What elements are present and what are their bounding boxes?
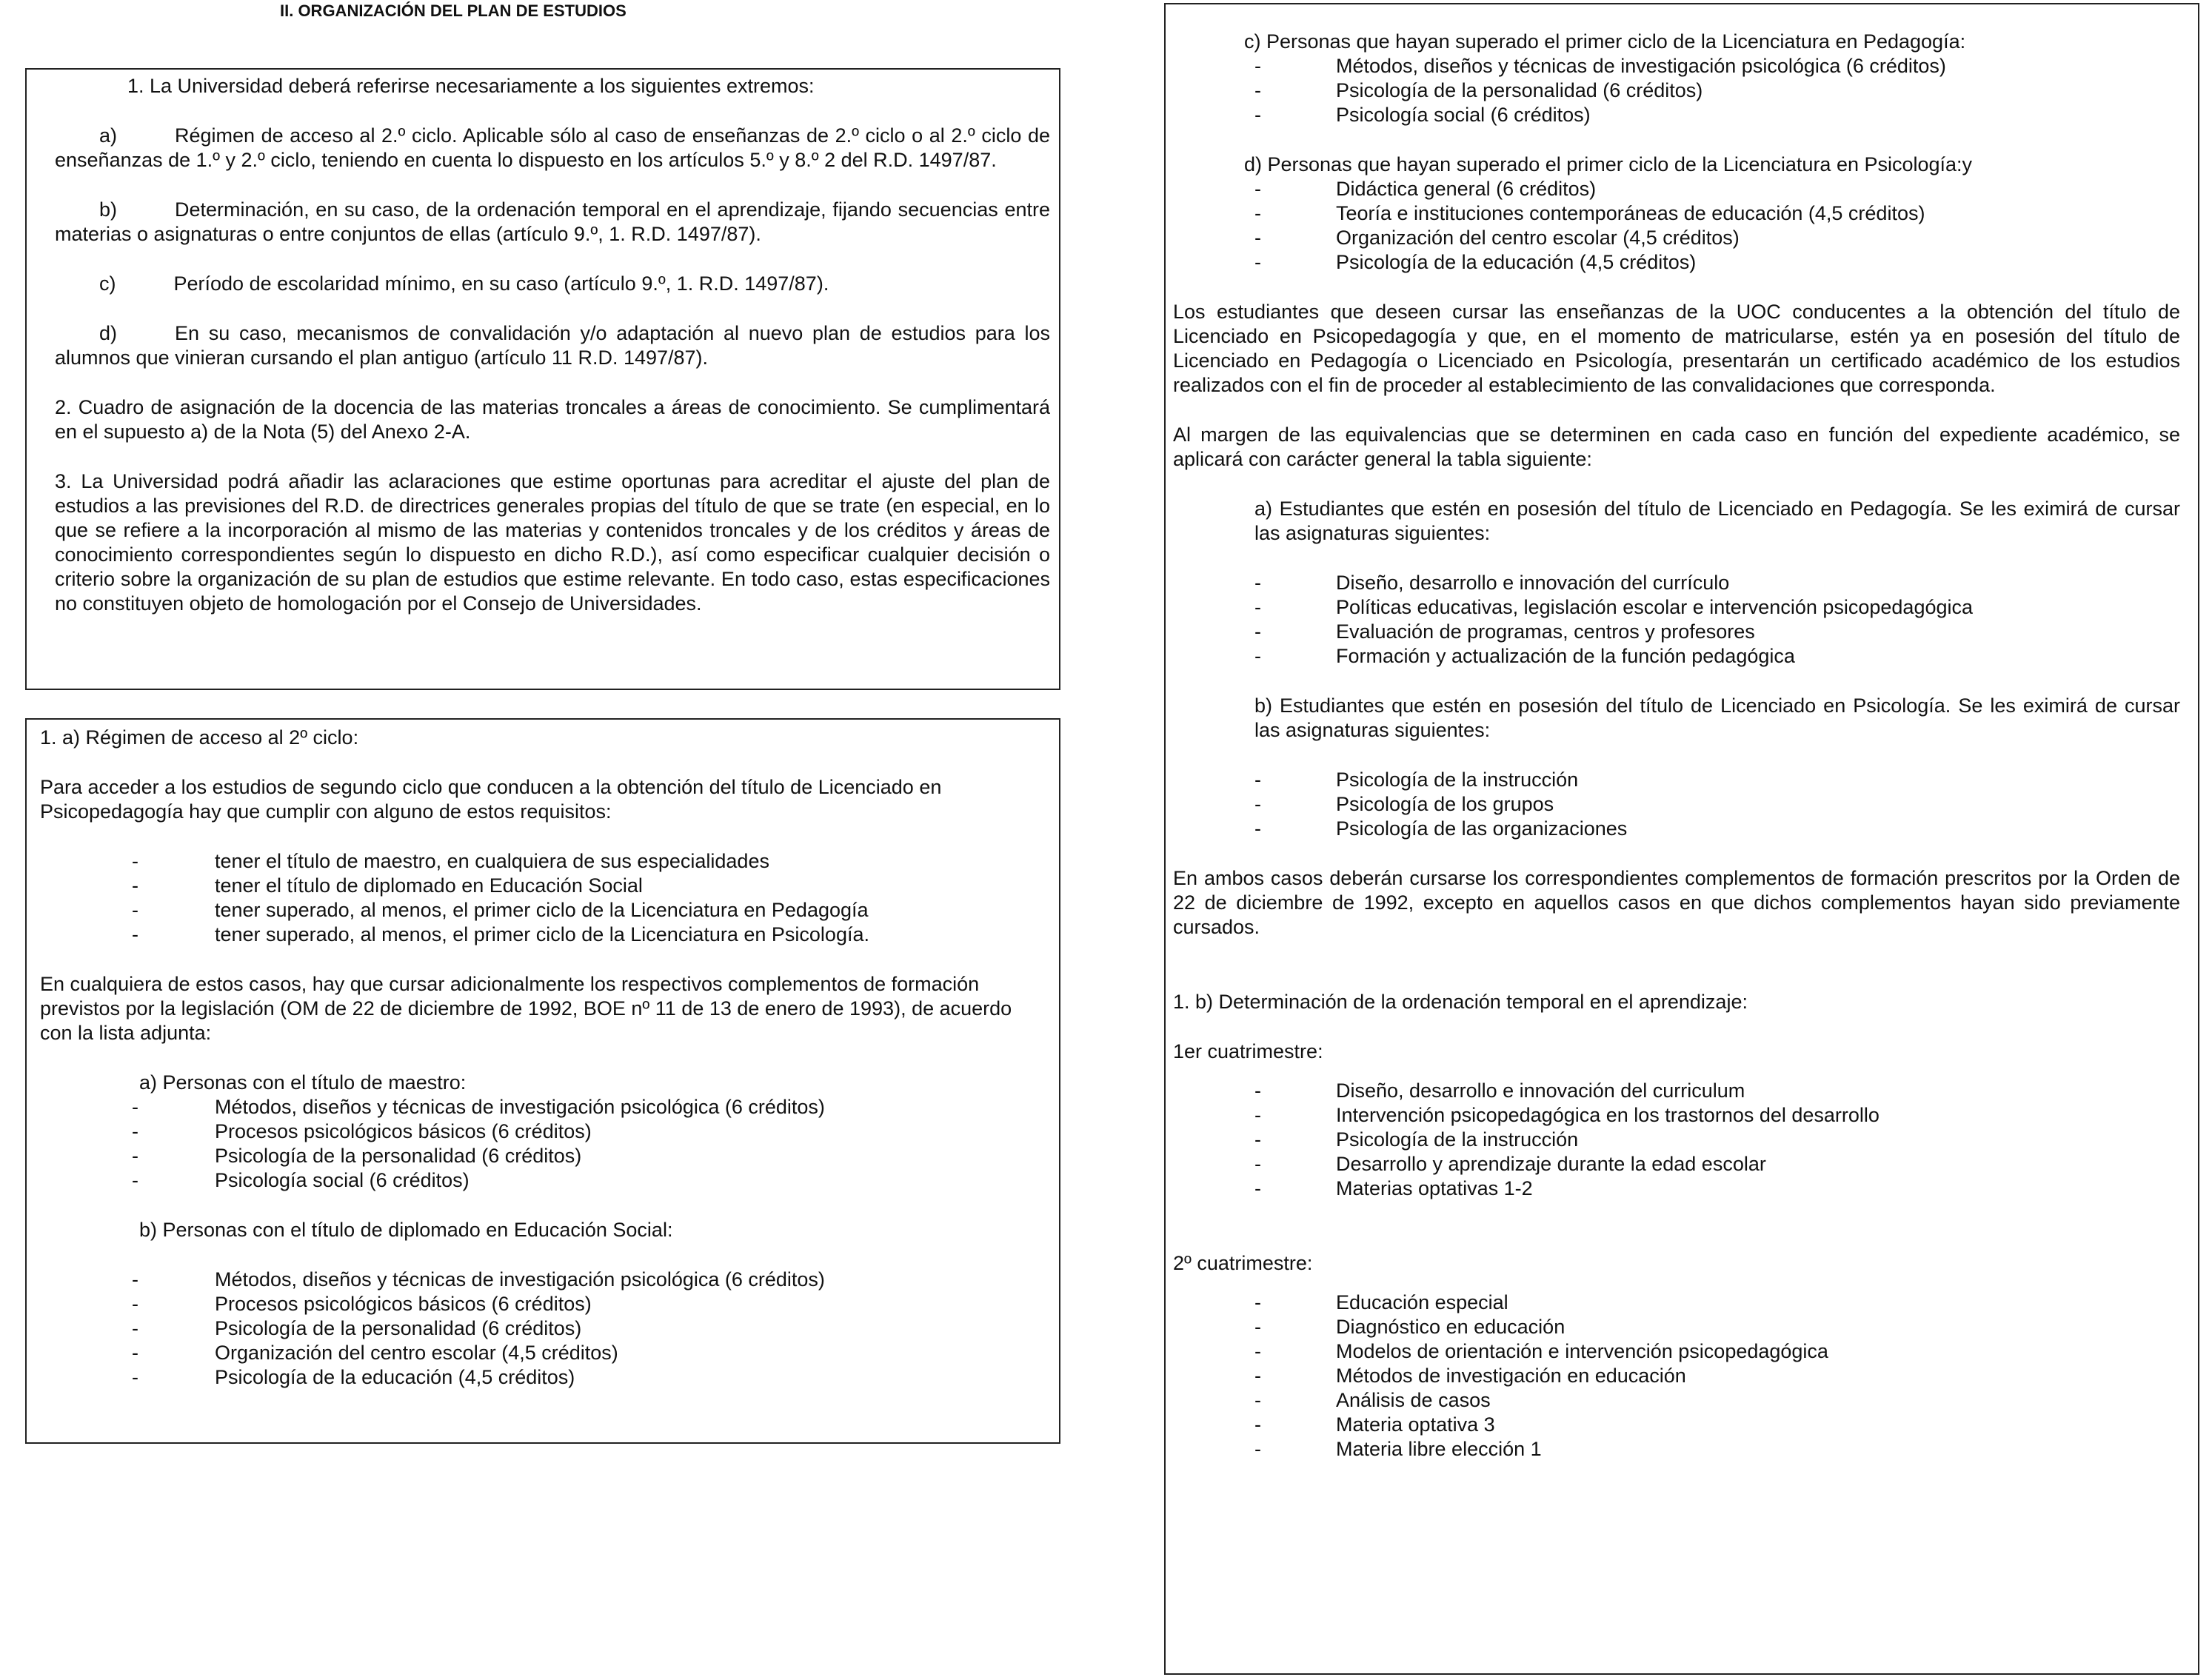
instruction-a: a) Régimen de acceso al 2.º ciclo. Aplicable sólo al caso de enseñanzas de 2.º ciclo o al 2.º ciclo de enseñanzas de 1.º y 2.º ciclo, teniendo en cuenta lo dispuesto en los artículos 5.º y 8.º 2 del R.D. 1497/87. bbox=[55, 124, 1050, 171]
list-item: - Psicología de la personalidad (6 créditos) bbox=[132, 1145, 582, 1167]
list-item: - Psicología social (6 créditos) bbox=[1254, 104, 1591, 126]
list-item: - Psicología de las organizaciones bbox=[1254, 817, 1628, 840]
list-item: - Organización del centro escolar (4,5 créditos) bbox=[1254, 227, 1740, 249]
list-item: - Psicología de la educación (4,5 créditos) bbox=[1254, 251, 1697, 273]
educacion-social-list bbox=[40, 1268, 1029, 1390]
acceso-intro: Para acceder a los estudios de segundo ciclo que conducen a la obtención del título de Licenciado en Psicopedagogía hay que cumplir con alguno de estos requisitos: bbox=[40, 776, 942, 823]
list-item: - Materia optativa 3 bbox=[1254, 1413, 1495, 1436]
list-item: - Diseño, desarrollo e innovación del currículo bbox=[1254, 572, 1730, 594]
list-item: - tener el título de diplomado en Educación Social bbox=[132, 874, 643, 897]
list-item: - Formación y actualización de la función pedagógica bbox=[1254, 645, 1795, 667]
psicologia-heading: d) Personas que hayan superado el primer ciclo de la Licenciatura en Psicología:y bbox=[1244, 153, 1973, 175]
list-item: - Diseño, desarrollo e innovación del curriculum bbox=[1254, 1079, 1745, 1102]
list-item: - Métodos, diseños y técnicas de investigación psicológica (6 créditos) bbox=[132, 1268, 825, 1291]
instruction-3: 3. La Universidad podrá añadir las aclaraciones que estime oportunas para acreditar el ajuste del plan de estudios a las previsiones del R.D. de directrices generales propias del título de que se trate (en especial, en lo que se refiere a la incorporación al mismo de las materias y contenidos troncales y de los créditos y áreas de conocimiento correspondientes según lo dispuesto en dicho R.D.), así como especificar cualquier decisión o criterio sobre la organización de su plan de estudios que estime relevante. En todo caso, estas especificaciones no constituyen objeto de homologación por el Consejo de Universidades. bbox=[55, 470, 1050, 615]
instruction-c: c) Período de escolaridad mínimo, en su caso (artículo 9.º, 1. R.D. 1497/87). bbox=[99, 272, 829, 295]
list-item: - Materias optativas 1-2 bbox=[1254, 1177, 1533, 1199]
list-item: - Psicología de la instrucción bbox=[1254, 1128, 1579, 1151]
exencion-psicologia-list bbox=[1173, 768, 2180, 841]
list-item: - Desarrollo y aprendizaje durante la edad escolar bbox=[1254, 1153, 1766, 1175]
list-item: - Métodos de investigación en educación bbox=[1254, 1365, 1686, 1387]
list-item: - tener el título de maestro, en cualquiera de sus especialidades bbox=[132, 850, 769, 872]
list-item: - Modelos de orientación e intervención psicopedagógica bbox=[1254, 1340, 1828, 1362]
cuatrimestre-1-list bbox=[1173, 1079, 2180, 1201]
list-item: - Psicología de la instrucción bbox=[1254, 769, 1579, 791]
list-item: - Psicología de la educación (4,5 créditos) bbox=[132, 1366, 575, 1388]
cuatrimestre-2-list bbox=[1173, 1291, 2180, 1462]
complementos-paragraph: En ambos casos deberán cursarse los correspondientes complementos de formación prescritos por la Orden de 22 de diciembre de 1992, excepto en aquellos casos en que dichos complementos hayan sido previamente cursados. bbox=[1173, 867, 2180, 938]
educacion-social-heading: b) Personas con el título de diplomado en Educación Social: bbox=[139, 1219, 673, 1241]
ordenacion-heading: 1. b) Determinación de la ordenación temporal en el aprendizaje: bbox=[1173, 991, 1748, 1013]
list-item: - Psicología de la personalidad (6 créditos) bbox=[132, 1317, 582, 1339]
maestro-heading: a) Personas con el título de maestro: bbox=[139, 1071, 467, 1094]
list-item: - Teoría e instituciones contemporáneas de educación (4,5 créditos) bbox=[1254, 202, 1925, 224]
list-item: - Análisis de casos bbox=[1254, 1389, 1491, 1411]
list-item: - Educación especial bbox=[1254, 1291, 1508, 1313]
psicologia-list bbox=[1173, 177, 2180, 275]
acceso-box bbox=[25, 718, 1060, 1444]
instructions-intro: 1. La Universidad deberá referirse necesariamente a los siguientes extremos: bbox=[127, 75, 815, 97]
exencion-pedagogia: a) Estudiantes que estén en posesión del título de Licenciado en Pedagogía. Se les eximirá de cursar las asignaturas siguientes: bbox=[1254, 498, 2180, 544]
acceso-heading: 1. a) Régimen de acceso al 2º ciclo: bbox=[40, 726, 359, 749]
list-item: - tener superado, al menos, el primer ciclo de la Licenciatura en Pedagogía bbox=[132, 899, 869, 921]
maestro-list bbox=[40, 1095, 1029, 1193]
pedagogia-list bbox=[1173, 54, 2180, 127]
list-item: - Evaluación de programas, centros y profesores bbox=[1254, 620, 1755, 643]
list-item: - Psicología de la personalidad (6 créditos) bbox=[1254, 79, 1703, 101]
pedagogia-heading: c) Personas que hayan superado el primer ciclo de la Licenciatura en Pedagogía: bbox=[1244, 30, 1966, 53]
list-item: - Organización del centro escolar (4,5 créditos) bbox=[132, 1342, 618, 1364]
list-item: - Políticas educativas, legislación escolar e intervención psicopedagógica bbox=[1254, 596, 1974, 618]
list-item: - Materia libre elección 1 bbox=[1254, 1438, 1542, 1460]
instruction-b: b) Determinación, en su caso, de la ordenación temporal en el aprendizaje, fijando secuencias entre materias o asignaturas o entre conjuntos de ellas (artículo 9.º, 1. R.D. 1497/87). bbox=[55, 198, 1050, 245]
convalidacion-paragraph: Los estudiantes que deseen cursar las enseñanzas de la UOC conducentes a la obtención del título de Licenciado en Psicopedagogía y que, en el momento de matricularse, estén ya en posesión del título de Licenciado en Pedagogía o Licenciado en Psicología, presentarán un certificado académico de los estudios realizados con el fin de proceder al establecimiento de las convalidaciones que corresponda. bbox=[1173, 301, 2180, 396]
list-item: - Psicología de los grupos bbox=[1254, 793, 1554, 815]
equivalencias-paragraph: Al margen de las equivalencias que se determinen en cada caso en función del expediente académico, se aplicará con carácter general la tabla siguiente: bbox=[1173, 424, 2180, 470]
cuatrimestre-1-heading: 1er cuatrimestre: bbox=[1173, 1040, 1323, 1062]
list-item: - Procesos psicológicos básicos (6 créditos) bbox=[132, 1293, 592, 1315]
instruction-d: d) En su caso, mecanismos de convalidación y/o adaptación al nuevo plan de estudios para los alumnos que vinieran cursando el plan antiguo (artículo 11 R.D. 1497/87). bbox=[55, 322, 1050, 369]
list-item: - Métodos, diseños y técnicas de investigación psicológica (6 créditos) bbox=[1254, 55, 1946, 77]
list-item: - Psicología social (6 créditos) bbox=[132, 1169, 470, 1191]
exencion-pedagogia-list bbox=[1173, 571, 2180, 669]
list-item: - Intervención psicopedagógica en los trastornos del desarrollo bbox=[1254, 1104, 1879, 1126]
list-item: - Procesos psicológicos básicos (6 créditos) bbox=[132, 1120, 592, 1142]
list-item: - Diagnóstico en educación bbox=[1254, 1316, 1566, 1338]
complementos-intro: En cualquiera de estos casos, hay que cursar adicionalmente los respectivos complementos de formación previstos por la legislación (OM de 22 de diciembre de 1992, BOE nº 11 de 13 de enero de 1993), de acuerdo con la lista adjunta: bbox=[40, 973, 1012, 1044]
right-column-box bbox=[1164, 3, 2199, 1675]
cuatrimestre-2-heading: 2º cuatrimestre: bbox=[1173, 1252, 1313, 1274]
list-item: - Didáctica general (6 créditos) bbox=[1254, 178, 1597, 200]
section-title: II. ORGANIZACIÓN DEL PLAN DE ESTUDIOS bbox=[280, 1, 626, 20]
exencion-psicologia: b) Estudiantes que estén en posesión del título de Licenciado en Psicología. Se les eximirá de cursar las asignaturas siguientes: bbox=[1254, 694, 2180, 741]
instruction-2: 2. Cuadro de asignación de la docencia de las materias troncales a áreas de conocimiento. Se cumplimentará en el supuesto a) de la Nota (5) del Anexo 2-A. bbox=[55, 396, 1050, 443]
list-item: - tener superado, al menos, el primer ciclo de la Licenciatura en Psicología. bbox=[132, 923, 869, 945]
requisitos-list bbox=[40, 849, 1029, 947]
instructions-box bbox=[25, 68, 1060, 690]
list-item: - Métodos, diseños y técnicas de investigación psicológica (6 créditos) bbox=[132, 1096, 825, 1118]
